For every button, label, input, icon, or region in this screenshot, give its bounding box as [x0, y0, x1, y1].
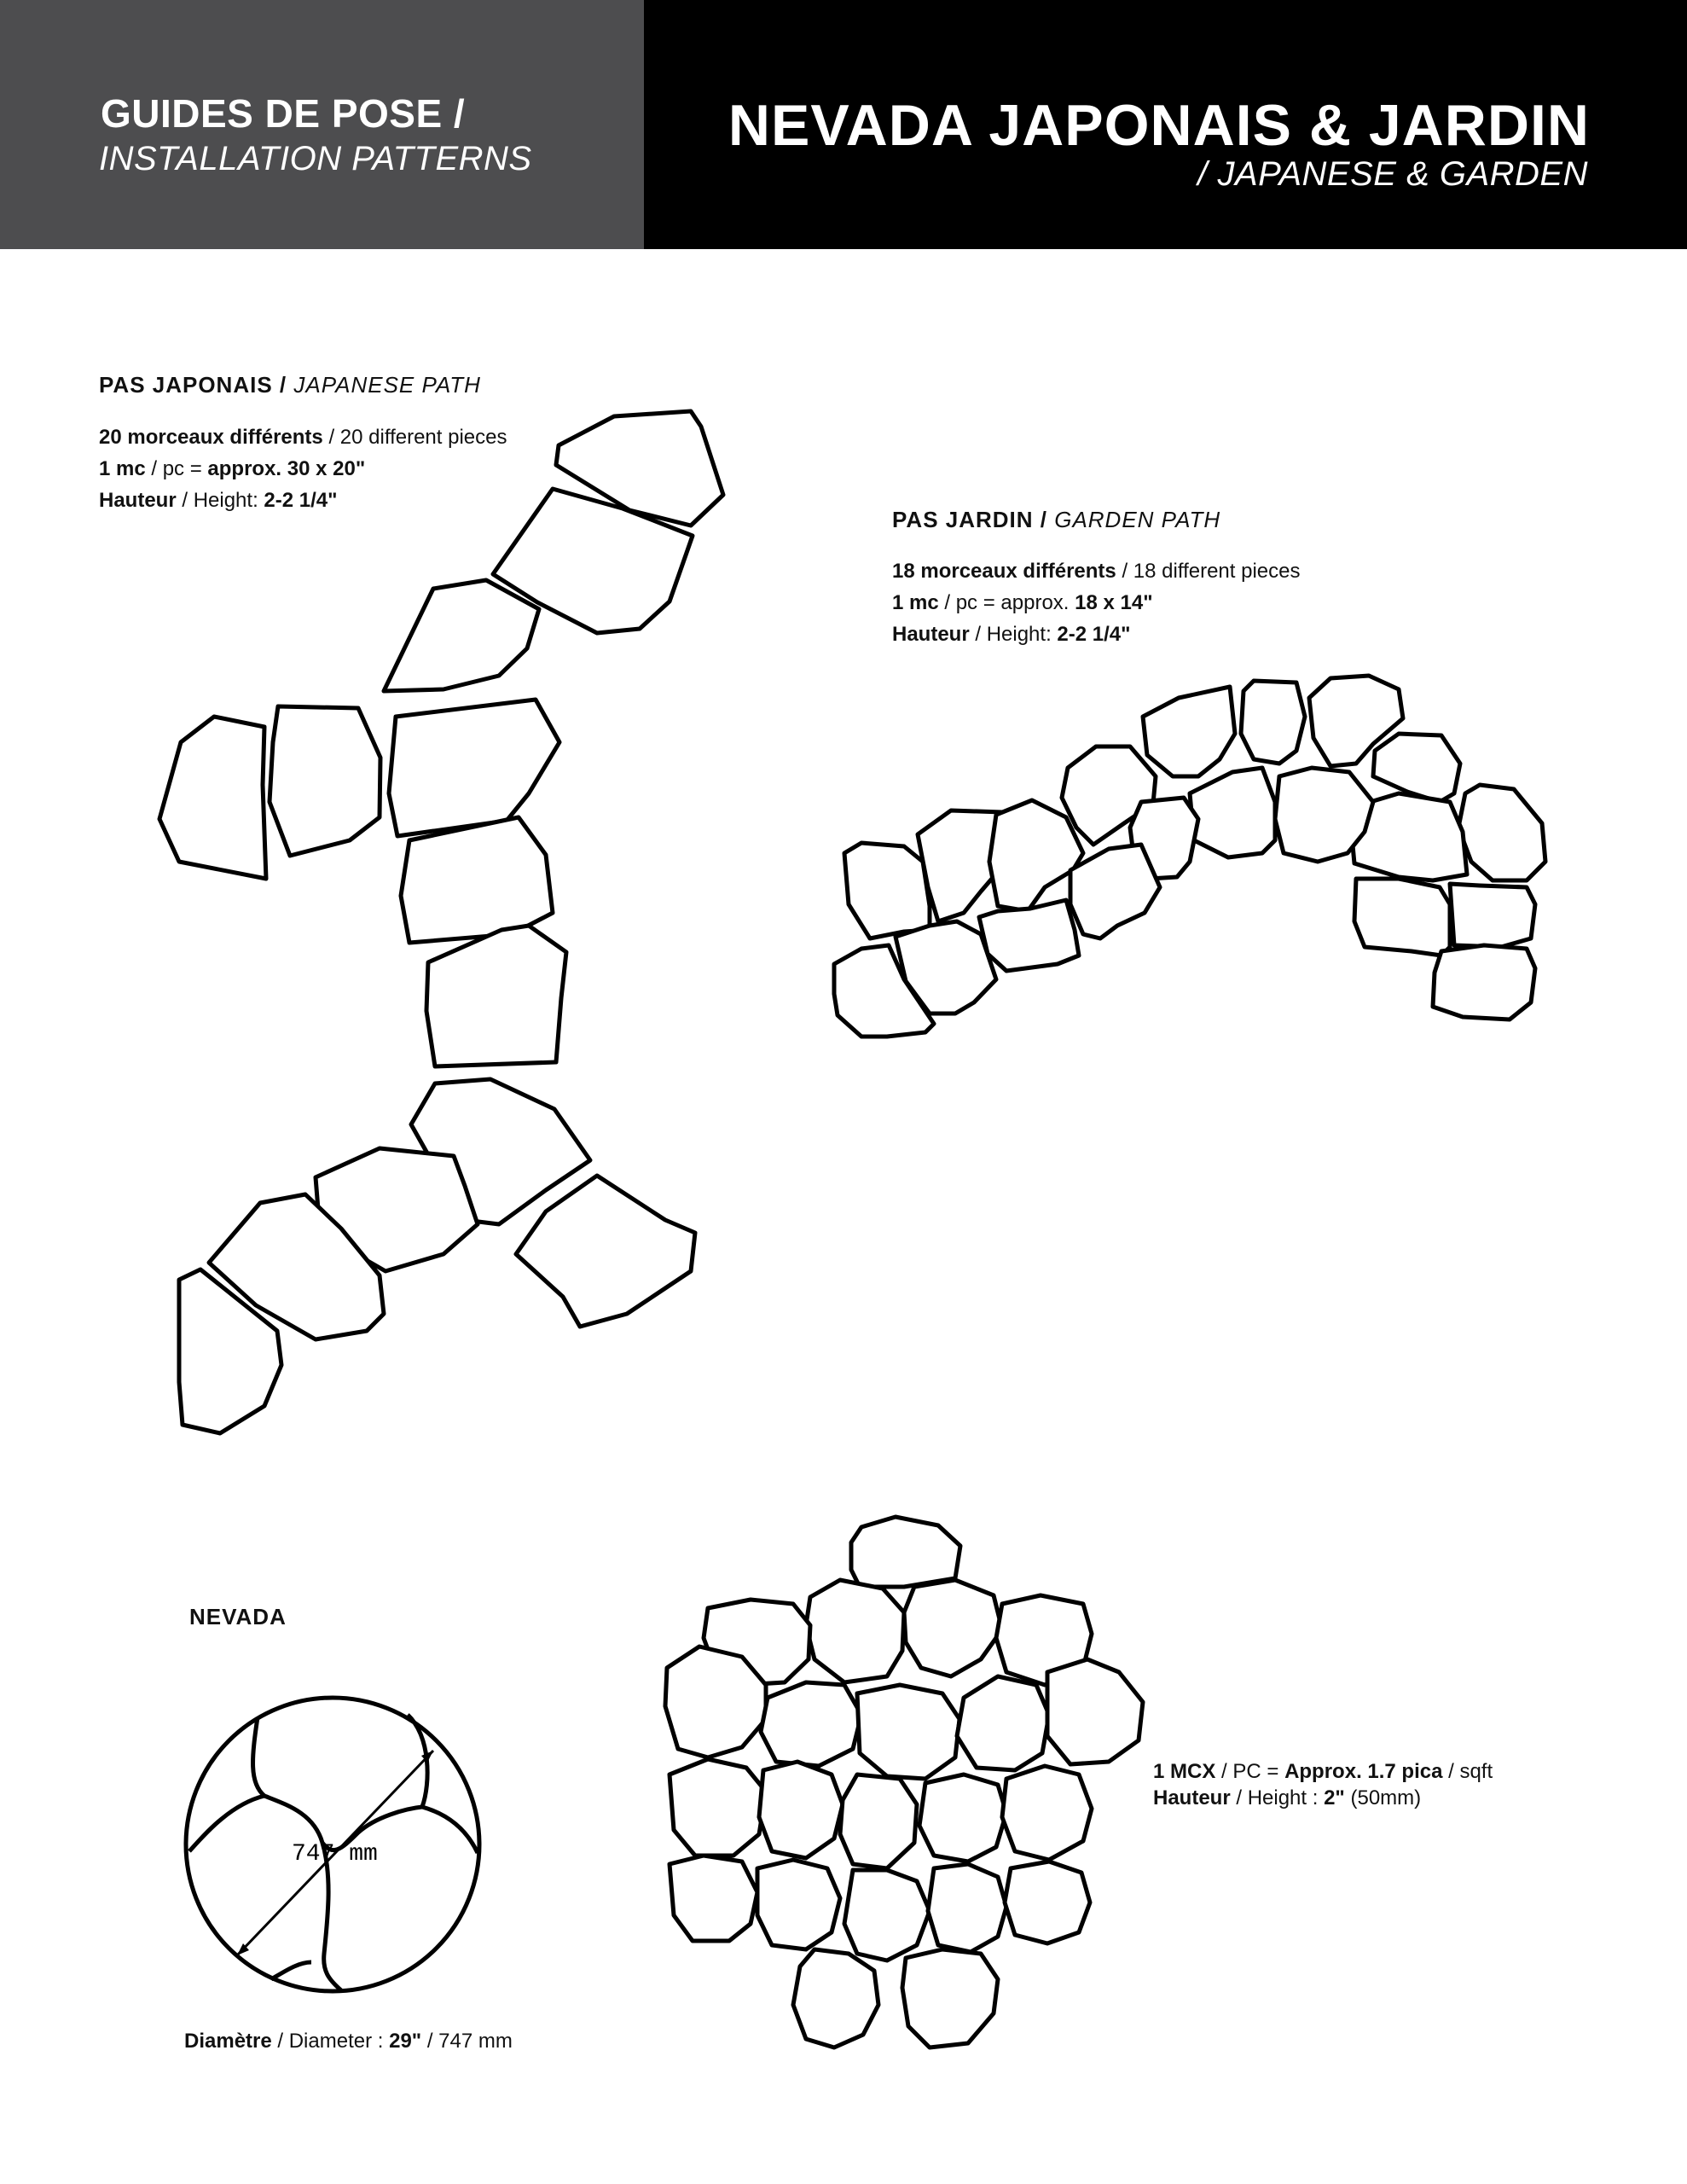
nevada-stone — [1047, 1659, 1143, 1764]
nevada-stone — [844, 1870, 930, 1960]
nevada-height-tail: (50mm) — [1344, 1786, 1422, 1809]
nevada-unit-fr: 1 MCX — [1153, 1760, 1216, 1783]
japanese-path-title-sep: / — [272, 372, 294, 398]
nevada-diameter-mid: / Diameter : — [271, 2030, 390, 2053]
japanese-stone — [426, 926, 566, 1066]
header-left-title: GUIDES DE POSE / — [101, 91, 466, 136]
nevada-title-text: NEVADA — [189, 1604, 287, 1629]
japanese-unit-val: approx. 30 x 20" — [207, 457, 366, 480]
nevada-stone — [761, 1682, 861, 1766]
garden-pieces-en: / 18 different pieces — [1116, 560, 1301, 583]
japanese-pieces-fr: 20 morceaux différents — [99, 426, 323, 449]
garden-stone — [1354, 879, 1450, 956]
garden-stone — [1450, 884, 1535, 947]
nevada-stone — [670, 1759, 766, 1856]
japanese-height-val: 2-2 1/4" — [264, 489, 338, 512]
nevada-stone — [902, 1949, 998, 2048]
garden-stone — [1241, 681, 1305, 764]
nevada-stone — [1005, 1862, 1090, 1943]
nevada-stone — [851, 1517, 960, 1587]
japanese-unit-fr: 1 mc — [99, 457, 146, 480]
header-right-subtitle: / JAPANESE & GARDEN — [1197, 155, 1588, 193]
garden-stone — [1070, 845, 1160, 938]
garden-pieces-fr: 18 morceaux différents — [892, 560, 1116, 583]
nevada-stone — [757, 1860, 840, 1949]
nevada-stone — [857, 1685, 959, 1779]
japanese-path-title-fr: PAS JAPONAIS — [99, 372, 273, 398]
nevada-stone — [670, 1856, 757, 1941]
japanese-path-title-en: JAPANESE PATH — [293, 372, 481, 398]
nevada-stone — [806, 1580, 904, 1682]
nevada-stone — [840, 1774, 917, 1868]
garden-path-title-en: GARDEN PATH — [1054, 507, 1221, 532]
japanese-height-fr: Hauteur — [99, 489, 177, 512]
garden-path-title-fr: PAS JARDIN — [892, 507, 1034, 532]
nevada-stone — [904, 1580, 1002, 1676]
japanese-stone — [384, 580, 539, 691]
nevada-stone — [957, 1676, 1049, 1770]
japanese-pieces-en: / 20 different pieces — [322, 426, 507, 449]
nevada-unit-mid: / PC = — [1215, 1760, 1285, 1783]
garden-stone — [979, 900, 1079, 971]
garden-height-fr: Hauteur — [892, 623, 970, 646]
garden-path-diagram — [834, 676, 1545, 1037]
garden-stone — [1143, 687, 1235, 776]
garden-stone — [844, 843, 930, 938]
garden-stone — [1190, 768, 1275, 857]
nevada-stone — [928, 1864, 1006, 1952]
nevada-stone — [793, 1949, 878, 2048]
garden-unit-fr: 1 mc — [892, 591, 939, 614]
japanese-stone — [389, 700, 559, 836]
header-left-subtitle: INSTALLATION PATTERNS — [99, 140, 532, 177]
nevada-diameter-fr: Diamètre — [184, 2030, 272, 2053]
nevada-dimension-label: 747 mm — [292, 1841, 378, 1867]
garden-unit-val: 18 x 14" — [1075, 591, 1153, 614]
nevada-height-val: 2" — [1324, 1786, 1345, 1809]
garden-stone — [1458, 785, 1545, 880]
nevada-unit-val: Approx. 1.7 pica — [1284, 1760, 1443, 1783]
garden-path-title-sep: / — [1033, 507, 1055, 532]
nevada-diameter-mm: / 747 mm — [421, 2030, 513, 2053]
nevada-stone — [919, 1774, 1006, 1862]
garden-unit-mid: / pc = approx. — [938, 591, 1075, 614]
japanese-height-mid: / Height: — [176, 489, 264, 512]
nevada-stone — [759, 1762, 843, 1858]
japanese-stone — [516, 1176, 695, 1327]
japanese-stone — [159, 717, 266, 879]
japanese-path-diagram — [159, 411, 723, 1433]
japanese-stone — [270, 706, 380, 856]
garden-stone — [1373, 734, 1460, 802]
header-right-title: NEVADA JAPONAIS & JARDIN — [728, 93, 1590, 158]
japanese-unit-mid: / pc = — [145, 457, 208, 480]
nevada-diameter-in: 29" — [389, 2030, 422, 2053]
garden-stone — [1433, 945, 1535, 1019]
garden-height-val: 2-2 1/4" — [1057, 623, 1131, 646]
garden-height-mid: / Height: — [969, 623, 1058, 646]
nevada-height-fr: Hauteur — [1153, 1786, 1231, 1809]
nevada-pattern-diagram — [665, 1517, 1143, 2048]
nevada-circle-diagram — [186, 1698, 479, 1991]
nevada-height-mid: / Height : — [1230, 1786, 1325, 1809]
nevada-stone — [1002, 1766, 1092, 1860]
nevada-unit-tail: / sqft — [1442, 1760, 1493, 1783]
